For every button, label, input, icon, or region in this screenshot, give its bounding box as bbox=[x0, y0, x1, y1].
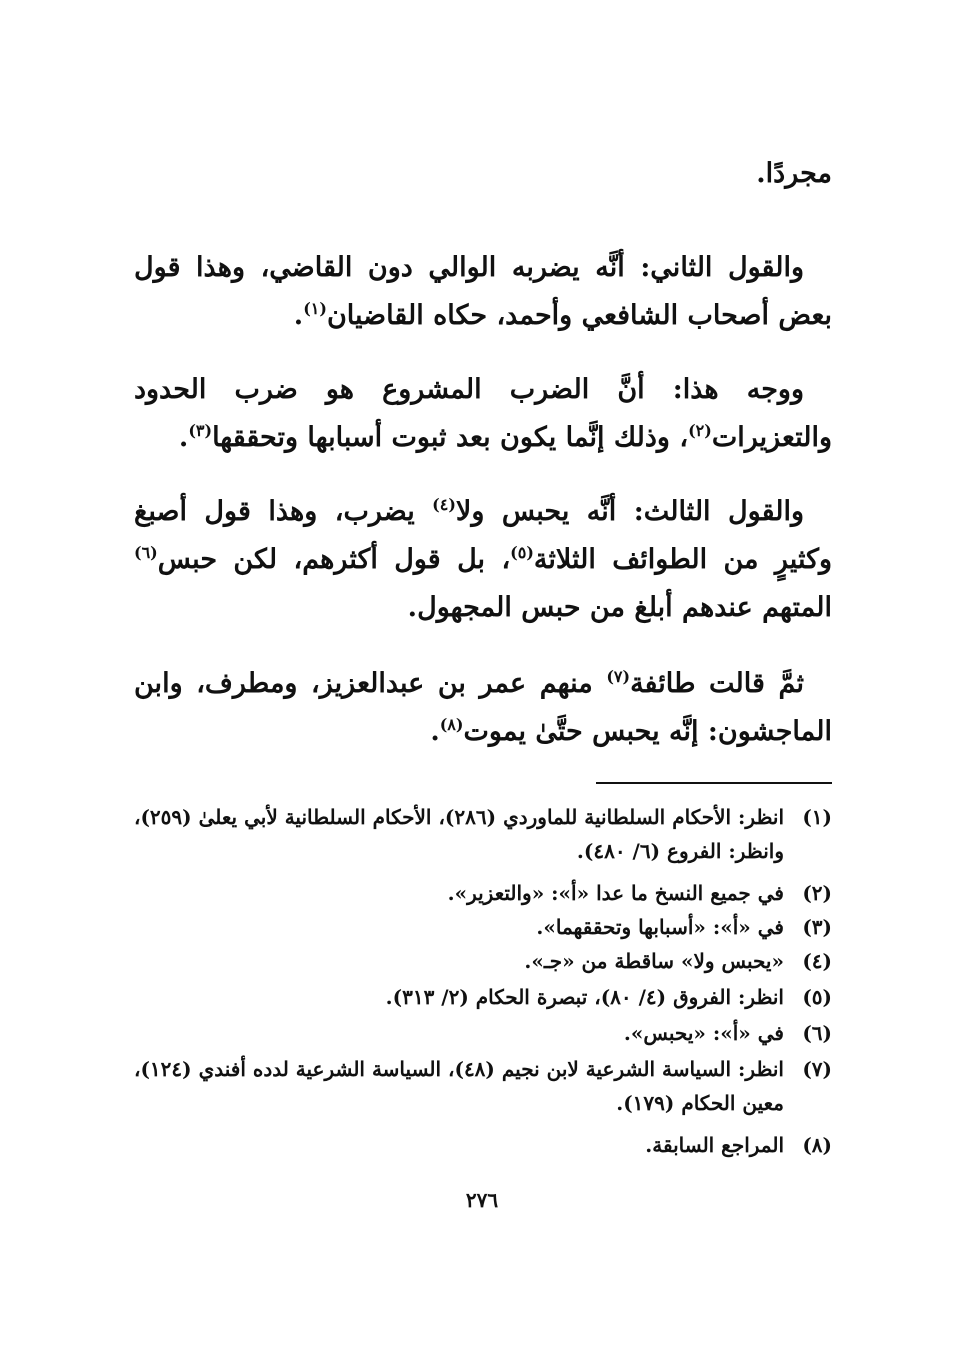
footnote-ref[interactable]: (٨) bbox=[439, 715, 464, 734]
paragraph-tail: . bbox=[430, 716, 440, 747]
footnote-2 bbox=[134, 876, 832, 910]
footnote-1 bbox=[134, 800, 832, 868]
footnote-number: (٢) bbox=[802, 881, 832, 905]
footnote-ref[interactable]: (٥) bbox=[510, 543, 534, 562]
paragraph-tail: . bbox=[178, 422, 189, 453]
footnote-number: (٨) bbox=[802, 1133, 832, 1157]
footnote-text: انظر: السياسة الشرعية لابن نجيم (٤٨)، السياسة الشرعية لدده أفندي (١٢٤)، معين الحكام (١٧٩). bbox=[133, 1057, 784, 1115]
paragraph-second-opinion bbox=[134, 244, 832, 340]
paragraph-text: ووجه هذا: أنَّ الضرب المشروع هو ضرب الحدود والتعزيرات bbox=[134, 374, 832, 453]
footnote-number: (٤) bbox=[802, 949, 832, 973]
footnote-number: (١) bbox=[802, 805, 832, 829]
paragraph-continuation bbox=[134, 150, 832, 198]
paragraph-text: منهم عمر بن عبدالعزيز، ومطرف، وابن الماجشون: إنَّه يحبس حتَّىٰ يموت bbox=[134, 668, 832, 747]
footnote-ref[interactable]: (٣) bbox=[188, 421, 213, 440]
footnote-number: (٧) bbox=[802, 1057, 832, 1081]
footnote-4 bbox=[134, 944, 832, 978]
paragraph-text: يضرب، وهذا قول أصبغ وكثيرٍ من الطوائف الثلاثة bbox=[134, 496, 832, 575]
paragraph-text: المتهم عندهم أبلغ من حبس المجهول. bbox=[407, 592, 832, 623]
footnote-text: في «أ»: «أسبابها وتحققهما». bbox=[536, 915, 784, 939]
footnote-text: «يحبس ولا» ساقطة من «جـ». bbox=[524, 949, 784, 973]
paragraph-text: ثمَّ قالت طائفة bbox=[630, 668, 804, 699]
paragraph-text: ، وذلك إنَّما يكون بعد ثبوت أسبابها وتحققها bbox=[212, 422, 689, 453]
paragraph-third-opinion bbox=[134, 488, 832, 632]
footnote-3 bbox=[134, 910, 832, 944]
footnote-text: في جميع النسخ ما عدا «أ»: «والتعزير». bbox=[447, 881, 784, 905]
footnote-separator bbox=[596, 782, 832, 784]
footnote-number: (٥) bbox=[802, 985, 832, 1009]
footnote-text: في «أ»: «يحبس». bbox=[623, 1021, 784, 1045]
footnote-text: انظر: الأحكام السلطانية للماوردي (٢٨٦)، الأحكام السلطانية لأبي يعلىٰ (٢٥٩)، وانظر: الفروع (٦/ ٤٨٠). bbox=[134, 805, 784, 863]
footnote-ref[interactable]: (١) bbox=[303, 299, 327, 318]
footnote-ref[interactable]: (٧) bbox=[606, 667, 631, 686]
paragraph-group-opinion bbox=[134, 660, 832, 756]
footnote-6 bbox=[134, 1016, 832, 1050]
footnote-8 bbox=[134, 1128, 832, 1162]
paragraph-reasoning bbox=[134, 366, 832, 462]
paragraph-text: والقول الثالث: أنَّه يحبس ولا bbox=[455, 496, 804, 527]
footnote-ref[interactable]: (٤) bbox=[432, 495, 456, 514]
page-number: ٢٧٦ bbox=[465, 1188, 499, 1212]
footnote-7 bbox=[134, 1052, 832, 1120]
paragraph-tail: . bbox=[293, 300, 304, 331]
footnote-number: (٣) bbox=[802, 915, 832, 939]
footnote-5 bbox=[134, 980, 832, 1014]
footnote-text: المراجع السابقة. bbox=[645, 1133, 784, 1157]
paragraph-text: مجردًا. bbox=[756, 158, 832, 189]
footnote-ref[interactable]: (٦) bbox=[134, 543, 158, 562]
paragraph-text: ، بل قول أكثرهم، لكن حبس bbox=[157, 544, 511, 575]
footnote-ref[interactable]: (٢) bbox=[688, 421, 712, 440]
footnote-number: (٦) bbox=[802, 1021, 832, 1045]
footnote-text: انظر: الفروق (٤/ ٨٠)، تبصرة الحكام (٢/ ٣١٣). bbox=[385, 985, 784, 1009]
paragraph-text: والقول الثاني: أنَّه يضربه الوالي دون القاضي، وهذا قول بعض أصحاب الشافعي وأحمد، حكاه القاضيان bbox=[134, 252, 832, 331]
